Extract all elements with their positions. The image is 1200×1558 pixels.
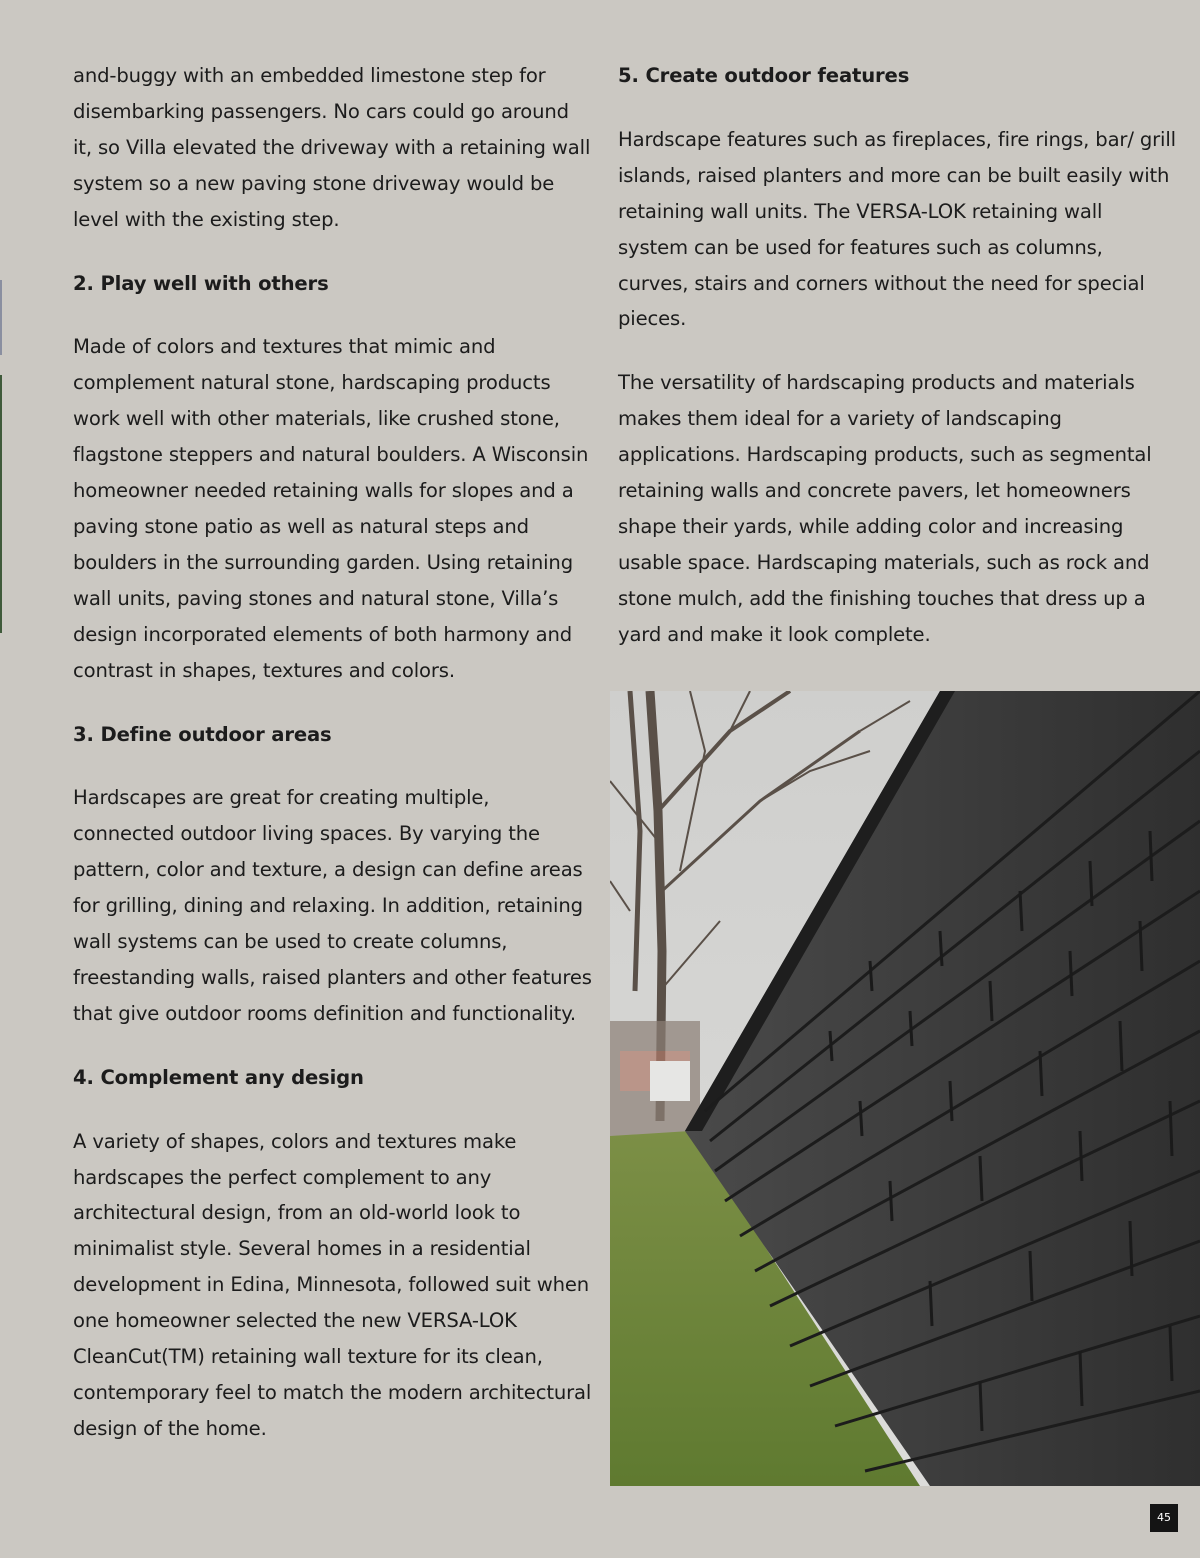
section-3-body: Hardscapes are great for creating multiple, connected outdoor living spaces. By varying the pattern, color and texture, a design can define areas for grilling, dining and relaxing. In addition, retaining wall systems can be used to create columns, freestanding walls, raised planters and other features that give outdoor rooms definition and functionality.: [73, 786, 592, 1025]
retaining-wall-illustration: [610, 691, 1200, 1486]
section-3-heading: 3. Define outdoor areas: [73, 722, 332, 746]
section-2-body: Made of colors and textures that mimic and complement natural stone, hardscaping products work well with other materials, like crushed stone, flagstone steppers and natural boulders. A Wisconsin homeowner needed retaining walls for slopes and a paving stone patio as well as natural steps and boulders in the surrounding garden. Using retaining wall units, paving stones and natural stone, Villa’s design incorporated elements of both harmony and contrast in shapes, textures and colors.: [73, 335, 589, 682]
section-4-body: A variety of shapes, colors and textures make hardscapes the perfect complement to any architectural design, from an old-world look to minimalist style. Several homes in a residential development in Edina, Minnesota, followed suit when one homeowner selected the new VERSA-LOK CleanCut(TM) retaining wall texture for its clean, contemporary feel to match the modern architectural design of the home.: [73, 1129, 592, 1440]
left-column: [73, 58, 593, 1447]
page-number: 45: [1150, 1504, 1178, 1532]
distant-house: [650, 1061, 690, 1101]
left-edge-mark: [0, 280, 2, 355]
retaining-wall-photo: [610, 691, 1200, 1486]
section-2-heading: 2. Play well with others: [73, 271, 329, 295]
closing-paragraph: The versatility of hardscaping products and materials makes them ideal for a variety of landscaping applications. Hardscaping products, such as segmental retaining walls and concrete pavers, let homeowners shape their yards, while adding color and increasing usable space. Hardscaping materials, such as rock and stone mulch, add the finishing touches that dress up a yard and make it look complete.: [618, 371, 1152, 646]
section-5-heading: 5. Create outdoor features: [618, 64, 910, 87]
intro-continued-paragraph: and-buggy with an embedded limestone step for disembarking passengers. No cars could go around it, so Villa elevated the driveway with a retaining wall system so a new paving stone driveway would be level with the existing step.: [73, 64, 591, 231]
left-edge-mark-green: [0, 375, 2, 633]
section-5-body: Hardscape features such as fireplaces, fire rings, bar/ grill islands, raised planters and more can be built easily with retaining wall units. The VERSA-LOK retaining wall system can be used for features such as columns, curves, stairs and corners without the need for special pieces.: [618, 127, 1176, 331]
section-4-heading: 4. Complement any design: [73, 1065, 364, 1089]
right-column: [618, 58, 1178, 653]
